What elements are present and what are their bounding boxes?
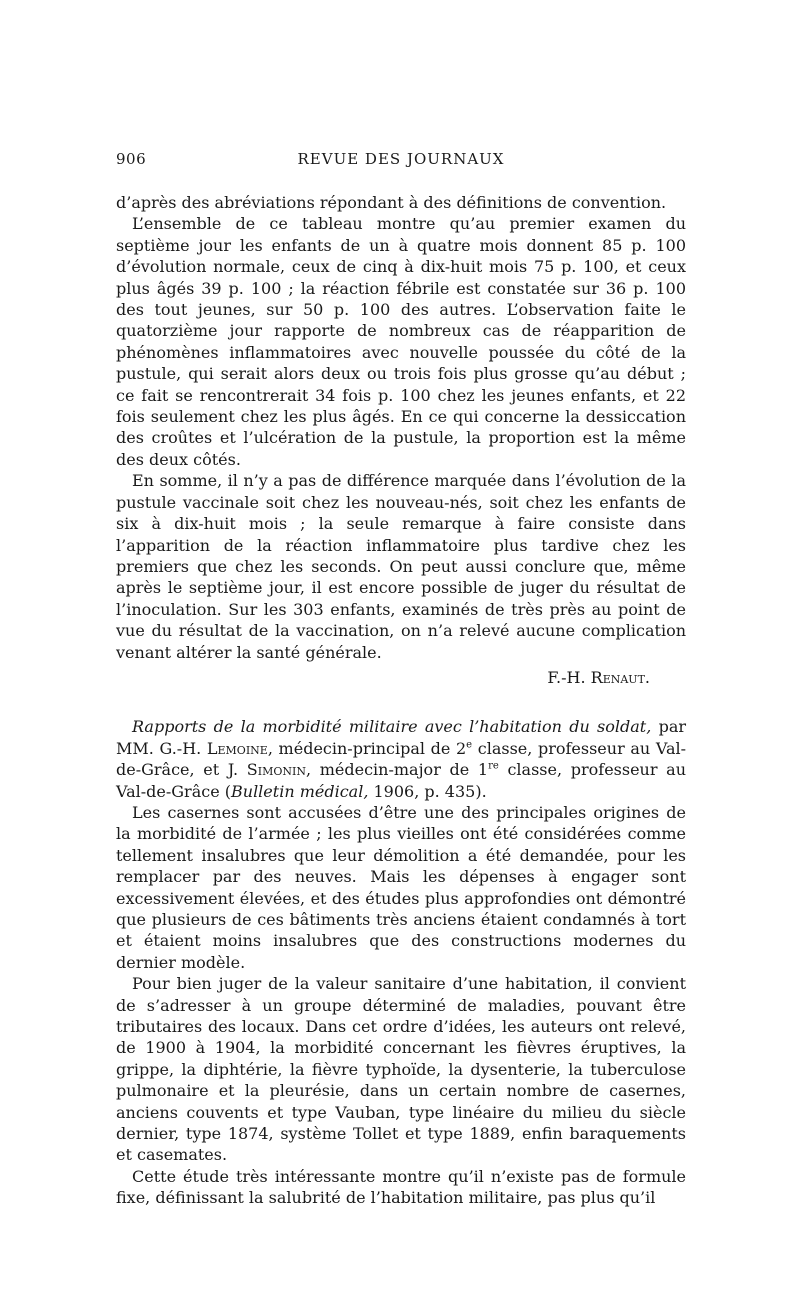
author-simonin-role: , médecin-major de 1 (305, 760, 489, 780)
running-head (116, 150, 686, 172)
paragraph-methode: Pour bien juger de la valeur sanitaire d’une habitation, il convient de s’adresser à un groupe déterminé de maladies, pouvant être tributaires des locaux. Dans cet ordre d’idées, les auteurs ont relevé, de 1900 à 1904, la morbidité concernant les fièvres éruptives, la grippe, la diphtérie, la fièvre typhoïde, la dysenterie, la tuberculose pulmonaire et la pleurésie, dans un certain nombre de casernes, anciens couvents et type Vauban, type linéaire du milieu du siècle dernier, type 1874, système Tollet et type 1889, enfin baraquements et casemates. (116, 974, 686, 1165)
article-title: Rapports de la morbidité militaire avec l’habitation du soldat, (132, 717, 652, 737)
paragraph-etude: Cette étude très intéressante montre qu’il n’existe pas de formule fixe, définissant la salubrité de l’habitation militaire, pas plus qu’il (116, 1166, 686, 1208)
paragraph-continuation: d’après des abréviations répondant à des définitions de convention. (116, 193, 667, 212)
article-by: par MM. (116, 717, 687, 758)
author-lemoine-role: , médecin-principal de 2 (267, 738, 467, 758)
section-gap (116, 688, 686, 716)
source-citation: 1906, p. 435). (368, 781, 487, 801)
author-simonin: Simonin (246, 760, 306, 780)
article-heading (116, 716, 686, 802)
body-text (116, 192, 686, 1209)
running-title: REVUE DES JOURNAUX (297, 150, 505, 168)
source-journal: Bulletin médical, (231, 781, 369, 801)
paragraph-casernes: Les casernes sont accusées d’être une des principales origines de la morbidité de l’armée ; les plus vieilles ont été considérées comme tellement insalubres que leur démolition a été demandée, pour les remplacer par des neuves. Mais les dépenses à engager sont excessivement élevées, et des études plus approfondies ont démontré que plusieurs de ces bâtiments très anciens étaient condamnés à tort et étaient moins insalubres que des constructions modernes du dernier modèle. (116, 802, 686, 972)
author-lemoine: G.-H. Lemoine (159, 738, 268, 758)
ordinal-sup: re (488, 760, 499, 772)
author-simonin-role-cont: classe, professeur au Val-de-Grâce ( (116, 760, 687, 801)
paragraph-table-summary: L’ensemble de ce tableau montre qu’au premier examen du septième jour les enfants de un à quatre mois donnent 85 p. 100 d’évolution normale, ceux de cinq à dix-huit mois 75 p. 100, et ceux plus âgés 39 p. 100 ; la réaction fébrile est constatée sur 36 p. 100 des tout jeunes, sur 50 p. 100 des autres. L’observation faite le quatorzième jour rapporte de nombreux cas de réapparition de phénomènes inflammatoires avec nouvelle poussée du côté de la pustule, qui serait alors deux ou trois fois plus grosse qu’au début ; ce fait se rencontrerait 34 fois p. 100 chez les jeunes enfants, et 22 fois seulement chez les plus âgés. En ce qui concerne la dessiccation des croûtes et l’ulcération de la pustule, la proportion est la même des deux côtés. (116, 214, 686, 469)
paragraph-conclusion: En somme, il n’y a pas de différence marquée dans l’évolution de la pustule vaccinale soit chez les nouveau-nés, soit chez les enfants de six à dix-huit mois ; la seule remarque à faire consiste dans l’apparition de la réaction inflammatoire plus tardive chez les premiers que chez les seconds. On peut aussi conclure que, même après le septième jour, il est encore possible de juger du résultat de l’inoculation. Sur les 303 enfants, examinés de très près au point de vue du résultat de la vaccination, on n’a relevé aucune complication venant altérer la santé générale. (116, 471, 686, 662)
page-number: 906 (116, 150, 147, 168)
author-lemoine-role-cont: classe, professeur au Val-de-Grâce, et J. (116, 738, 687, 780)
page (116, 150, 686, 1209)
signature: F.-H. Renaut. (547, 667, 650, 687)
ordinal-sup: e (466, 739, 473, 751)
